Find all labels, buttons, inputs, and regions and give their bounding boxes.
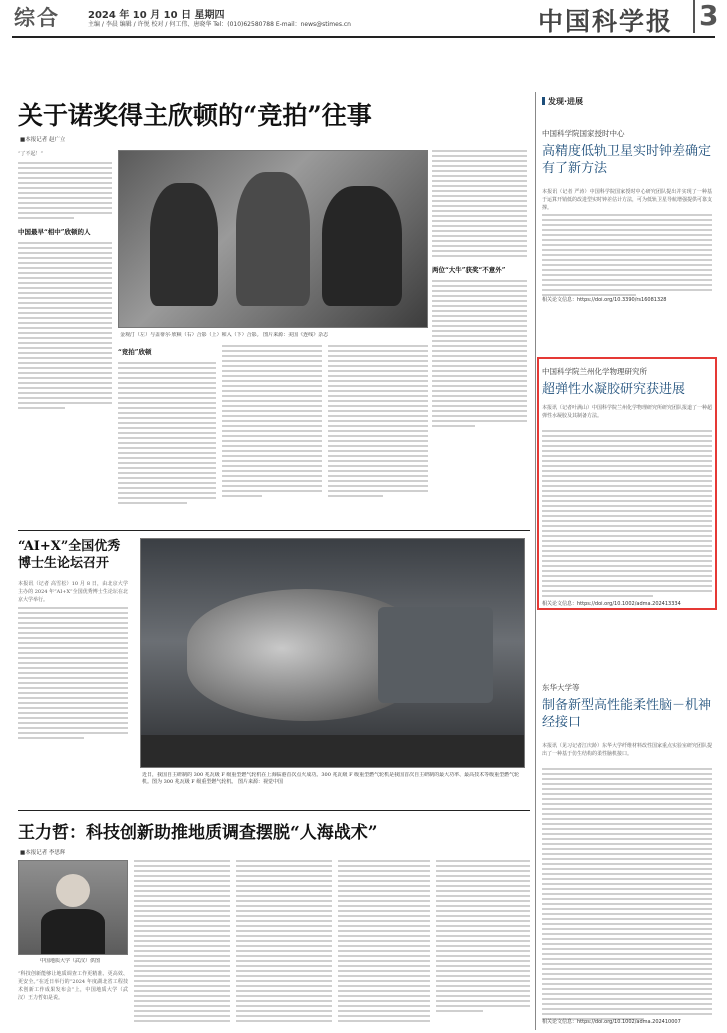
item2-source: 中国科学院兰州化学物理研究所 <box>542 367 647 376</box>
item2-doi: 相关论文信息：https://doi.org/10.1002/adma.202413334 <box>542 601 681 607</box>
item3-doi: 相关论文信息：https://doi.org/10.1002/adma.202410007 <box>542 1019 681 1025</box>
wang-portrait <box>18 860 128 955</box>
item2-lead: 本报讯（记者叶满山）中国科学院兰州化学物理研究所研究团队报道了一种超弹性水凝胶及其制备方法。 <box>542 405 712 419</box>
staff-line: 主编 / 李晨 编辑 / 许悦 校对 / 何工伟、唐晓华 Tel：(010)62580788 E-mail：news@stimes.cn <box>88 21 351 28</box>
wang-byline: ■本报记者 李思辉 <box>20 850 66 856</box>
item1-source: 中国科学院国家授时中心 <box>542 129 625 138</box>
wang-photo-caption: 中国地质大学（武汉）供图 <box>40 958 101 964</box>
wang-column-4 <box>338 860 430 1028</box>
lead-column-3 <box>222 345 322 525</box>
item3-source: 东华大学等 <box>542 683 580 692</box>
lead-column-4 <box>328 345 428 525</box>
wang-column-5 <box>436 860 530 1028</box>
lead-photo <box>118 150 428 328</box>
item1-lead: 本报讯（记者 严涛）中国科学院国家授时中心研究团队提出并实现了一种基于运算开销低的改进型实时钟差估计方法，可为低轨卫星导航增强提供可靠支撑。 <box>542 189 712 211</box>
turbine-photo <box>140 538 525 768</box>
wang-column-2 <box>134 860 230 1028</box>
aix-lead: 本报讯（记者 高雪松）10 月 8 日，由北京大学主办的 2024 年“AI+X”全国优秀博士生论坛在北京大学举行。 <box>18 581 128 603</box>
issue-date: 2024 年 10 月 10 日 星期四 <box>88 10 225 21</box>
sidebar-heading <box>542 96 583 107</box>
section-name: 综合 <box>14 5 60 30</box>
section-divider-2 <box>18 810 530 811</box>
sidebar-divider <box>535 92 536 1030</box>
item3-body <box>542 768 712 1020</box>
subhead-auction: “竞拍”欣顿 <box>118 348 152 356</box>
newspaper-logo: 中国科学报 <box>538 7 674 36</box>
section-divider <box>18 530 530 531</box>
page-number: 3 <box>693 0 718 33</box>
aix-headline: “AI+X”全国优秀博士生论坛召开 <box>18 539 121 571</box>
lead-byline: ■本报记者 赵广立 <box>20 137 66 143</box>
item2-body <box>542 430 712 597</box>
sidebar-heading-label: 发现·进展 <box>548 97 584 106</box>
masthead-rule <box>12 36 715 38</box>
lead-column-2 <box>118 345 216 525</box>
lead-headline: 关于诺奖得主欣顿的“竞拍”往事 <box>18 101 372 130</box>
item1-title: 高精度低轨卫星实时钟差确定有了新方法 <box>542 144 712 176</box>
wang-intro: “科技创新能够让地质调查工作更精准、更高效、更安全。”在近日举行的“2024 年度湖北省工程技术创新工作成果发布会”上，中国地质大学（武汉）王力哲如是说。 <box>18 971 128 1001</box>
wang-column-3 <box>236 860 332 1028</box>
lead-column-5 <box>432 150 527 525</box>
subhead-two-giants: 两位“大牛”获奖“不意外” <box>432 266 506 274</box>
subhead-earliest: 中国最早“相中”欣顿的人 <box>18 228 91 236</box>
item3-lead: 本报讯（见习记者江庆龄）东华大学纤维材料改性国家重点实验室研究团队提出了一种基于仿生结构的柔性脑机接口。 <box>542 743 712 757</box>
turbine-photo-caption: 近日，我国自主研制的 300 兆瓦级 F 级重型燃气轮机在上海临港首次点火成功。300 兆瓦级 F 级重型燃气轮机是我国首次自主研制的最大功率、最高技术等级重型燃气轮机。图为 300 兆瓦级 F 级重型燃气轮机。 图片来源：视觉中国 <box>142 772 520 785</box>
item3-title: 制备新型高性能柔性脑－机神经接口 <box>542 698 712 730</box>
item1-body <box>542 214 712 296</box>
wang-headline: 王力哲：科技创新助推地质调查摆脱“人海战术” <box>18 823 378 843</box>
aix-body <box>18 580 128 800</box>
lead-column-1 <box>18 150 112 525</box>
lead-intro: “了不起！” <box>18 151 44 157</box>
item1-doi: 相关论文信息：https://doi.org/10.3390/rs16081328 <box>542 297 667 303</box>
lead-photo-caption: 金观汀（左）与盖蒂尔·欣顿（右）合影（上）和入（下）合影。 图片来源：美国《连线》杂志 <box>120 332 329 338</box>
item2-title: 超弹性水凝胶研究获进展 <box>542 382 686 397</box>
